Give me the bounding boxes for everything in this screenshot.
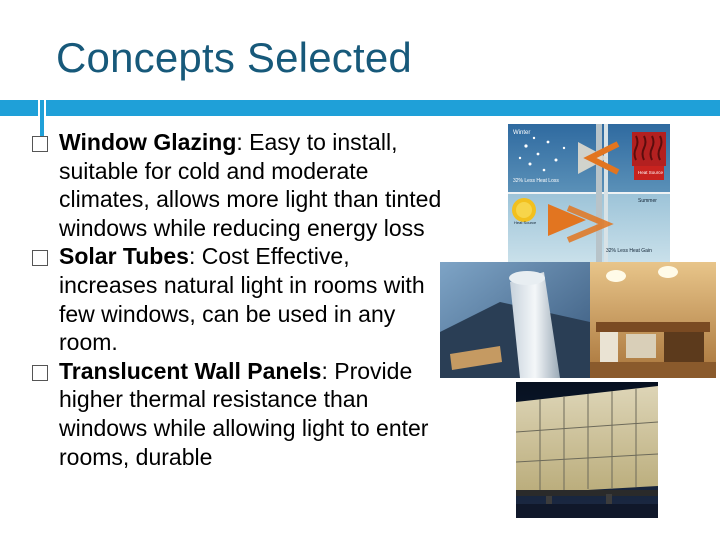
bullet-term: Window Glazing [59, 129, 237, 155]
heat-source-label: Heat Source [638, 170, 664, 175]
slide-title: Concepts Selected [56, 34, 412, 81]
solar-tubes-photo [440, 262, 716, 378]
bullet-text: Easy to install, suitable for cold and moderate climates, allows more light than tinted windows while reducing energy loss [59, 129, 442, 241]
bullet-text: Cost Effective, increases natural light in rooms with few windows, can be used in any room. [59, 243, 425, 356]
bullet-separator: : [236, 129, 243, 155]
window-glazing-diagram-image [508, 124, 670, 262]
bullet-separator: : [188, 243, 196, 270]
summer-label: Summer [638, 198, 657, 204]
bullet-text: Provide higher thermal resistance than windows while allowing light to enter rooms, durable [59, 357, 429, 470]
gain-label: 32% Less Heat Gain [606, 248, 652, 254]
bullet-separator: : [321, 357, 328, 384]
translucent-wall-panels-photo [516, 382, 658, 518]
bullet-box-icon [32, 136, 48, 152]
bullet-term: Translucent Wall Panels [59, 357, 322, 384]
title-divider-left [0, 100, 38, 116]
bullet-term: Solar Tubes [59, 243, 189, 270]
sun-heat-source-label: Heat Source [514, 220, 537, 225]
loss-label: 32% Less Heat Loss [513, 178, 559, 184]
title-divider-right [46, 100, 720, 116]
bullet-box-icon [32, 250, 48, 266]
bullet-item-window-glazing [30, 128, 450, 242]
winter-label: Winter [513, 130, 531, 136]
bullet-box-icon [32, 365, 48, 381]
bullet-list [30, 128, 450, 471]
bullet-item-translucent-wall-panels [30, 357, 450, 471]
bullet-item-solar-tubes [30, 242, 450, 356]
